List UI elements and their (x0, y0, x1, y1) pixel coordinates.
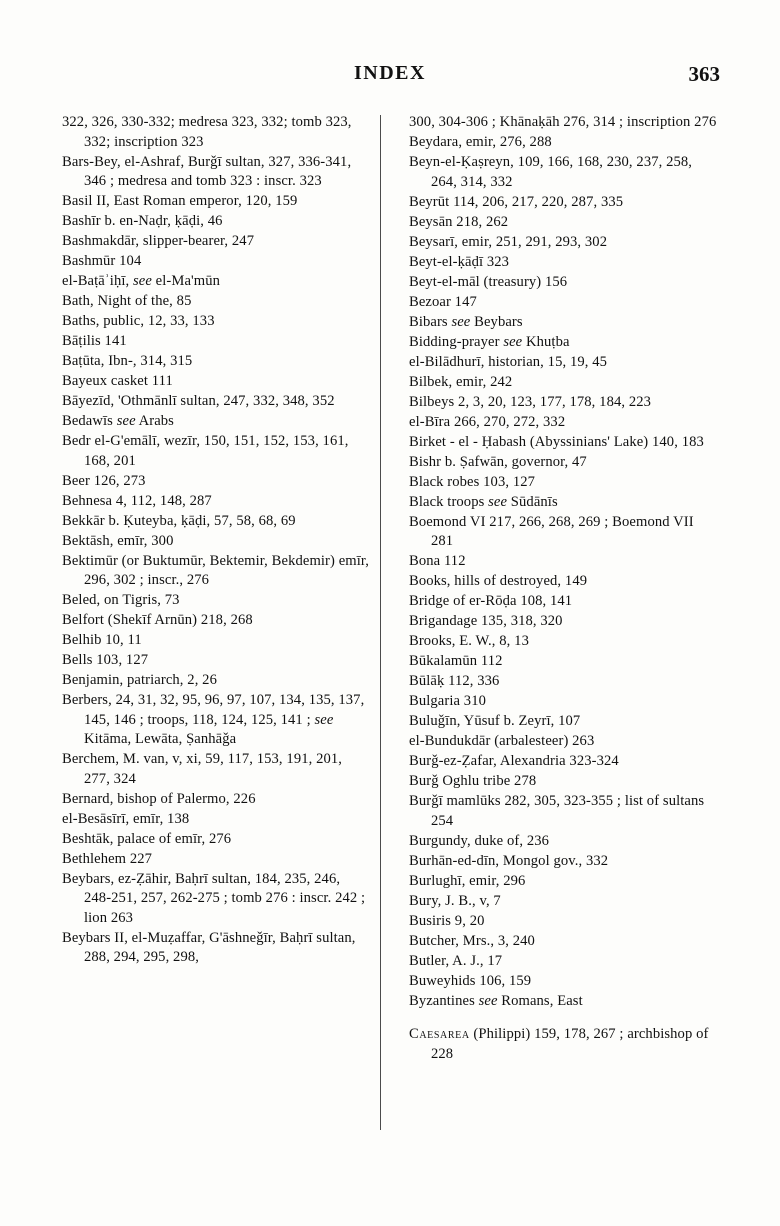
index-entry: Beyt-el-māl (treasury) 156 (409, 273, 568, 290)
index-entry: 322, 326, 330-332; medresa 323, 332; tomb 323, 332; inscription 323 (62, 114, 352, 150)
index-entry: Brigandage 135, 318, 320 (409, 613, 563, 629)
index-entry: el-Bīra 266, 270, 272, 332 (409, 413, 566, 430)
index-entry: Bashīr b. en-Naḍr, ḳāḍi, 46 (62, 213, 223, 229)
index-entry: Boemond VI 217, 266, 268, 269 ; Boemond VII 281 (409, 513, 694, 549)
index-entry: Beled, on Tigris, 73 (62, 592, 180, 608)
index-entry: Butler, A. J., 17 (409, 952, 503, 969)
index-entry: Bibars see Beybars (409, 313, 523, 330)
index-entry: Beyt-el-ḳāḍī 323 (409, 253, 510, 270)
index-entry: Bashmūr 104 (62, 253, 142, 269)
index-entry: Berbers, 24, 31, 32, 95, 96, 97, 107, 134, 135, 137, 145, 146 ; troops, 118, 124, 125, 141 ; see Kitāma, Lewāta, Ṣanhāǧa (62, 692, 365, 747)
index-entry: Burgundy, duke of, 236 (409, 832, 550, 849)
index-entry: Beybars, ez-Ẓāhir, Baḥrī sultan, 184, 235, 246, 248-251, 257, 262-275 ; tomb 276 : inscr. 242 ; lion 263 (62, 870, 366, 926)
index-column-right (381, 113, 717, 1065)
index-entry: Belhib 10, 11 (62, 632, 142, 648)
index-entry: Beysarī, emir, 251, 291, 293, 302 (409, 233, 608, 250)
index-entry: el-Besāsīrī, emīr, 138 (62, 810, 190, 827)
index-entry: Bars-Bey, el-Ashraf, Burǧī sultan, 327, 336-341, 346 ; medresa and tomb 323 : inscr. 323 (62, 153, 352, 189)
index-entry: Books, hills of destroyed, 149 (409, 573, 588, 589)
index-entry: Buweyhids 106, 159 (409, 972, 532, 989)
index-entry: Beyn-el-Ḳaṣreyn, 109, 166, 168, 230, 237, 258, 264, 314, 332 (409, 154, 693, 190)
index-entry: Bernard, bishop of Palermo, 226 (62, 790, 256, 807)
index-entry: Beybars II, el-Muẓaffar, G'āshneǧīr, Baḥrī sultan, 288, 294, 295, 298, (62, 929, 356, 965)
index-entry: Būlāḳ 112, 336 (409, 673, 500, 689)
index-entry: Berchem, M. van, v, xi, 59, 117, 153, 191, 201, 277, 324 (62, 751, 343, 787)
index-entry: Birket - el - Ḥabash (Abyssinians' Lake) 140, 183 (409, 433, 704, 450)
index-entry: Burǧ-ez-Ẓafar, Alexandria 323-324 (409, 753, 619, 769)
index-entry: Brooks, E. W., 8, 13 (409, 633, 529, 649)
index-entry: Black troops see Sūdānīs (409, 493, 558, 510)
index-entry: Bashmakdār, slipper-bearer, 247 (62, 233, 255, 249)
column-divider (380, 115, 381, 1130)
index-entry: el-Bilādhurī, historian, 15, 19, 45 (409, 353, 608, 370)
index-entry: Bath, Night of the, 85 (62, 293, 192, 309)
index-entry: Bektimūr (or Buktumūr, Bektemir, Bekdemir) emīr, 296, 302 ; inscr., 276 (62, 552, 370, 588)
index-entry: Burǧī mamlūks 282, 305, 323-355 ; list of sultans 254 (409, 793, 705, 829)
index-entry: Burhān-ed-dīn, Mongol gov., 332 (409, 852, 609, 869)
index-entry: Bridge of er-Rōḍa 108, 141 (409, 593, 573, 609)
page-header (0, 62, 780, 96)
index-entry: Benjamin, patriarch, 2, 26 (62, 672, 217, 688)
index-entry (409, 1025, 717, 1064)
index-entry: Black robes 103, 127 (409, 473, 536, 490)
index-entry: Basil II, East Roman emperor, 120, 159 (62, 193, 298, 209)
index-entry: Bayeux casket 111 (62, 373, 173, 389)
index-entry: Beyrūt 114, 206, 217, 220, 287, 335 (409, 193, 624, 210)
page-title: INDEX (354, 62, 426, 84)
page-number: 363 (688, 62, 720, 86)
index-entry: Bāyezīd, 'Othmānlī sultan, 247, 332, 348, 352 (62, 393, 335, 409)
index-entry: Butcher, Mrs., 3, 240 (409, 932, 535, 949)
index-entry: 300, 304-306 ; Khānaḳāh 276, 314 ; inscription 276 (409, 114, 717, 130)
index-entry: Beshtāk, palace of emīr, 276 (62, 830, 232, 847)
index-entry: Bezoar 147 (409, 293, 477, 310)
index-columns (62, 113, 722, 1173)
index-entry-headword: Caesarea (409, 1026, 470, 1042)
index-entry: Burlughī, emir, 296 (409, 872, 526, 889)
index-entry: Bektāsh, emīr, 300 (62, 532, 174, 549)
index-entry: Buluǧīn, Yūsuf b. Zeyrī, 107 (409, 713, 581, 729)
index-entry: Beydara, emir, 276, 288 (409, 134, 552, 150)
index-entry: Bethlehem 227 (62, 850, 153, 867)
index-entry: Behnesa 4, 112, 148, 287 (62, 492, 212, 509)
index-entry: Bidding-prayer see Khuṭba (409, 333, 570, 350)
index-entry: Bona 112 (409, 553, 466, 569)
index-entry: Bells 103, 127 (62, 652, 149, 668)
index-entry: Bury, J. B., v, 7 (409, 892, 501, 909)
index-entry: Bedawīs see Arabs (62, 413, 174, 429)
index-entry: el-Baṭāʾiḥī, see el-Ma'mūn (62, 273, 221, 289)
index-entry: el-Bundukdār (arbalesteer) 263 (409, 733, 595, 749)
index-entry: Bulgaria 310 (409, 693, 486, 709)
index-entry: Bilbeys 2, 3, 20, 123, 177, 178, 184, 223 (409, 393, 652, 410)
index-entry: Burǧ Oghlu tribe 278 (409, 773, 537, 789)
index-entry: Belfort (Shekīf Arnūn) 218, 268 (62, 612, 253, 628)
index-entry: Bilbek, emir, 242 (409, 373, 513, 390)
index-entry: Bekkār b. Ḳuteyba, ḳāḍi, 57, 58, 68, 69 (62, 512, 296, 529)
index-entry: Baths, public, 12, 33, 133 (62, 313, 215, 329)
index-entry: Busiris 9, 20 (409, 912, 485, 929)
index-column-left (62, 113, 380, 968)
index-entry: Bāṭilis 141 (62, 333, 127, 349)
index-entry: Beer 126, 273 (62, 472, 146, 489)
index-entry: Beysān 218, 262 (409, 213, 509, 230)
index-entry: Bedr el-G'emālī, wezīr, 150, 151, 152, 153, 161, 168, 201 (62, 433, 349, 469)
index-entry: Bishr b. Ṣafwān, governor, 47 (409, 453, 587, 470)
index-entry: Byzantines see Romans, East (409, 992, 583, 1009)
index-entry: Būkalamūn 112 (409, 653, 503, 669)
index-entry: Baṭūta, Ibn-, 314, 315 (62, 353, 193, 369)
index-entry-references: (Philippi) 159, 178, 267 ; archbishop of 228 (431, 1026, 709, 1062)
